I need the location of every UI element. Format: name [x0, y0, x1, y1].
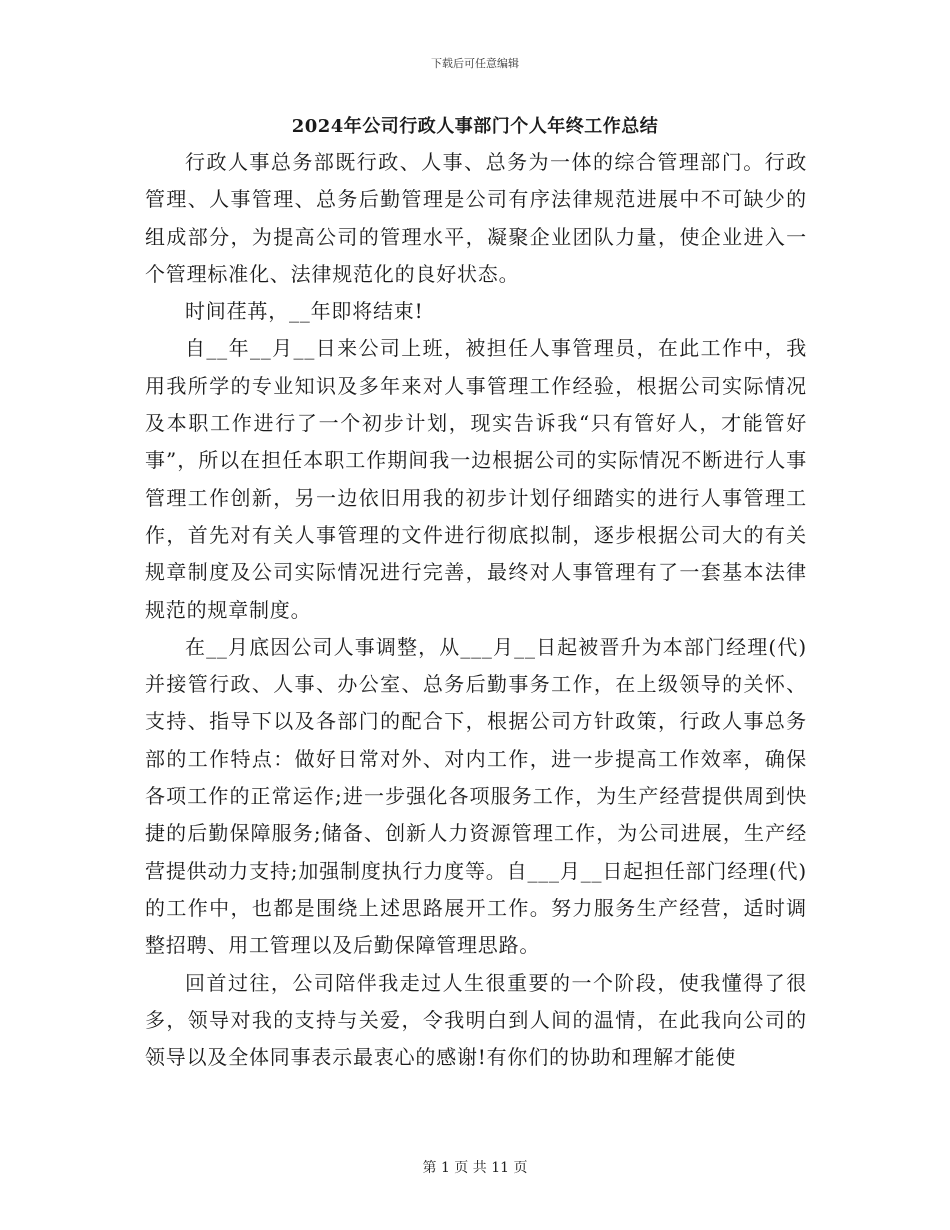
- paragraph-start-work: 自__年__月__日来公司上班，被担任人事管理员，在此工作中，我用我所学的专业知识及多年来对人事管理工作经验，根据公司实际情况及本职工作进行了一个初步计划，现实告诉我“只有管好人，才能管好事”，所以在担任本职工作期间我一边根据公司的实际情况不断进行人事管理工作创新，另一边依旧用我的初步计划仔细踏实的进行人事管理工作，首先对有关人事管理的文件进行彻底拟制，逐步根据公司大的有关规章制度及公司实际情况进行完善，最终对人事管理有了一套基本法律规范的规章制度。: [145, 336, 807, 622]
- paragraph-promotion: 在__月底因公司人事调整，从___月__日起被晋升为本部门经理(代)并接管行政、人事、办公室、总务后勤事务工作，在上级领导的关怀、支持、指导下以及各部门的配合下，根据公司方针政策，行政人事总务部的工作特点：做好日常对外、对内工作，进一步提高工作效率，确保各项工作的正常运作;进一步强化各项服务工作，为生产经营提供周到快捷的后勤保障服务;储备、创新人力资源管理工作，为公司进展，生产经营提供动力支持;加强制度执行力度等。自___月__日起担任部门经理(代)的工作中，也都是围绕上述思路展开工作。努力服务生产经营，适时调整招聘、用工管理以及后勤保障管理思路。: [145, 634, 807, 958]
- document-body: [145, 144, 807, 1076]
- document-title: 2024年公司行政人事部门个人年终工作总结: [291, 116, 659, 137]
- paragraph-review: 回首过往，公司陪伴我走过人生很重要的一个阶段，使我懂得了很多，领导对我的支持与关爱，令我明白到人间的温情，在此我向公司的领导以及全体同事表示最衷心的感谢!有你们的协助和理解才能使: [145, 970, 807, 1070]
- paragraph-time: 时间荏苒，__年即将结束!: [185, 299, 424, 324]
- page-number: 第 1 页 共 11 页: [422, 1160, 528, 1176]
- paragraph-intro: 行政人事总务部既行政、人事、总务为一体的综合管理部门。行政管理、人事管理、总务后勤管理是公司有序法律规范进展中不可缺少的组成部分，为提高公司的管理水平，凝聚企业团队力量，使企业进入一个管理标准化、法律规范化的良好状态。: [145, 150, 807, 286]
- page-header-note: 下载后可任意编辑: [431, 57, 519, 70]
